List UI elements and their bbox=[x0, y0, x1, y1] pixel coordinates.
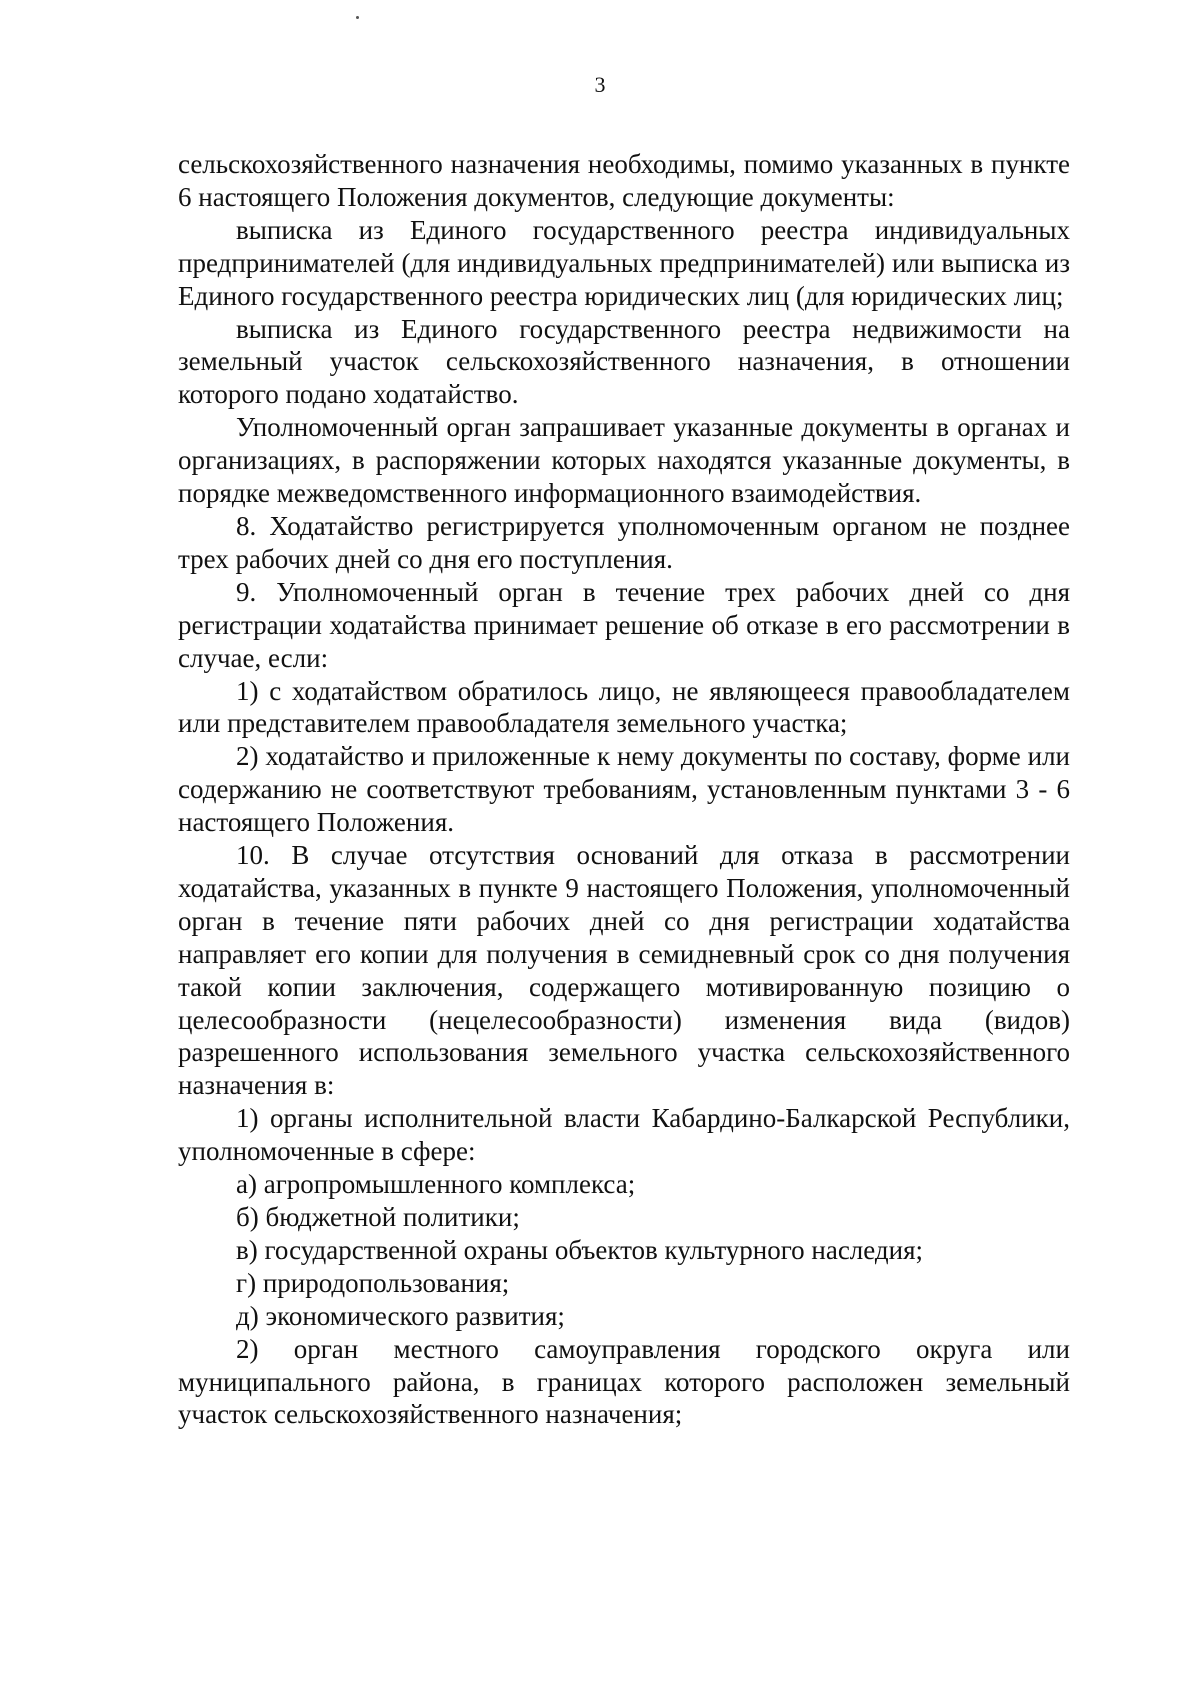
list-item: б) бюджетной политики; bbox=[236, 1202, 520, 1232]
list-item: 2) ходатайство и приложенные к нему документы по составу, форме или содержанию не соответствуют требованиям, установленным пунктами 3 - 6 настоящего Положения. bbox=[178, 741, 1070, 838]
document-body bbox=[178, 148, 1070, 1431]
list-item: 1) с ходатайством обратилось лицо, не являющееся правообладателем или представителем правообладателя земельного участка; bbox=[178, 675, 1070, 739]
paragraph-item-8: 8. Ходатайство регистрируется уполномоченным органом не позднее трех рабочих дней со дня его поступления. bbox=[178, 510, 1070, 574]
paragraph: сельскохозяйственного назначения необходимы, помимо указанных в пункте 6 настоящего Положения документов, следующие документы: bbox=[178, 149, 1070, 212]
paragraph: Уполномоченный орган запрашивает указанные документы в органах и организациях, в распоряжении которых находятся указанные документы, в порядке межведомственного информационного взаимодействия. bbox=[178, 412, 1070, 509]
list-item: а) агропромышленного комплекса; bbox=[236, 1169, 636, 1200]
list-item: г) природопользования; bbox=[236, 1267, 510, 1298]
list-item: 1) органы исполнительной власти Кабардино-Балкарской Республики, уполномоченные в сфере: bbox=[178, 1103, 1070, 1167]
page-number: 3 bbox=[594, 72, 606, 97]
scan-speck bbox=[356, 16, 359, 19]
paragraph-item-10: 10. В случае отсутствия оснований для отказа в рассмотрении ходатайства, указанных в пункте 9 настоящего Положения, уполномоченный орган в течение пяти рабочих дней со дня регистрации ходатайства направляет его копии для получения в семидневный срок со дня получения такой копии заключения, содержащего мотивированную позицию о целесообразности (нецелесообразности) изменения вида (видов) разрешенного использования земельного участка сельскохозяйственного назначения в: bbox=[178, 840, 1070, 1101]
paragraph-item-9: 9. Уполномоченный орган в течение трех рабочих дней со дня регистрации ходатайства принимает решение об отказе в его рассмотрении в случае, если: bbox=[178, 576, 1070, 673]
list-item: д) экономического развития; bbox=[236, 1300, 565, 1331]
paragraph: выписка из Единого государственного реестра недвижимости на земельный участок сельскохозяйственного назначения, в отношении которого подано ходатайство. bbox=[178, 313, 1070, 410]
paragraph: выписка из Единого государственного реестра индивидуальных предпринимателей (для индивидуальных предпринимателей) или выписка из Единого государственного реестра юридических лиц (для юридических лиц; bbox=[178, 214, 1070, 311]
list-item: в) государственной охраны объектов культурного наследия; bbox=[236, 1234, 924, 1265]
list-item: 2) орган местного самоуправления городского округа или муниципального района, в границах которого расположен земельный участок сельскохозяйственного назначения; bbox=[178, 1333, 1070, 1430]
